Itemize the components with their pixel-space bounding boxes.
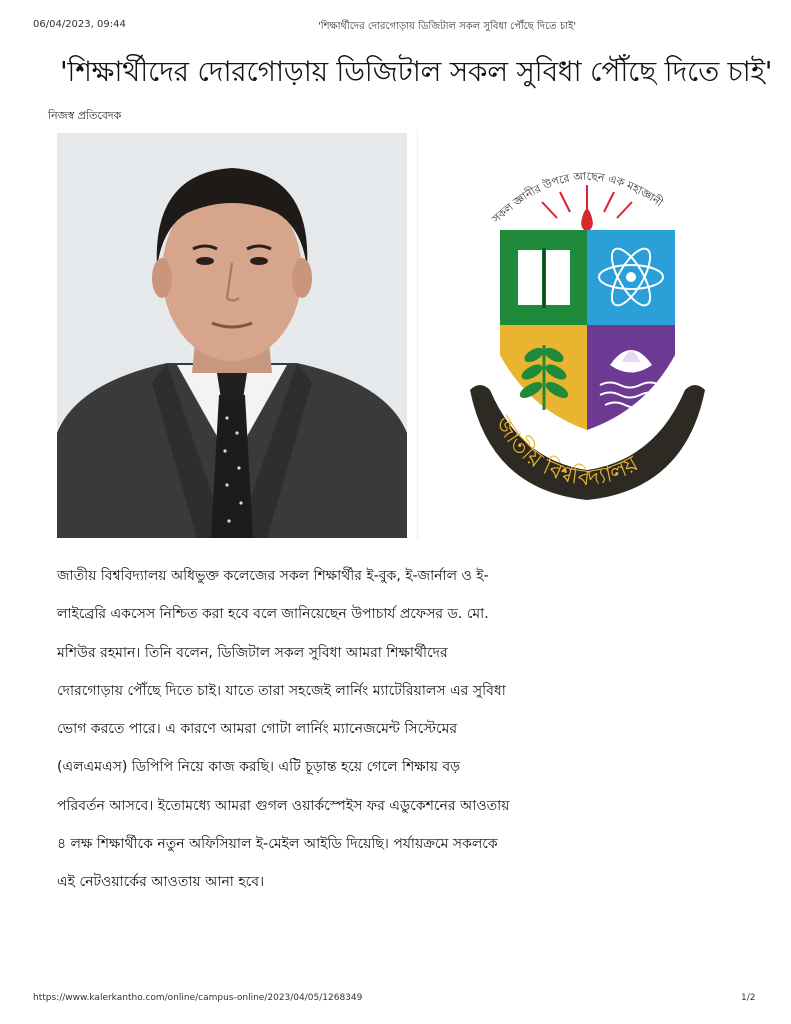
logo-arc-text: সকল জ্ঞানীর উপরে আছেন এক মহাজ্ঞানী (489, 169, 666, 226)
portrait-photo (57, 133, 407, 538)
body-line: দোরগোড়ায় পৌঁছে দিতে চাই। যাতে তারা সহজেই লার্নিং ম্যাটেরিয়ালস এর সুবিধা (57, 682, 506, 699)
body-line: জাতীয় বিশ্ববিদ্যালয় অধিভুক্ত কলেজের সকল শিক্ষার্থীর ই-বুক, ই-জার্নাল ও ই- (57, 568, 489, 584)
image-divider (417, 130, 418, 540)
body-line: এই নেটওয়ার্কের আওতায় আনা হবে। (57, 874, 265, 891)
article-body (57, 566, 557, 911)
print-page-title: 'শিক্ষার্থীদের দোরগোড়ায় ডিজিটাল সকল সুবিধা পৌঁছে দিতে চাই' (318, 21, 577, 32)
article-headline: 'শিক্ষার্থীদের দোরগোড়ায় ডিজিটাল সকল সুবিধা পৌঁছে দিতে চাই' (60, 55, 773, 88)
article-byline: নিজস্ব প্রতিবেদক (48, 109, 122, 122)
body-line: ৪ লক্ষ শিক্ষার্থীকে নতুন অফিসিয়াল ই-মেইল আইডি দিয়েছি। পর্যায়ক্রমে সকলকে (57, 836, 498, 853)
body-line: (এলএমএস) ডিপিপি নিয়ে কাজ করছি। এটি চূড়ান্ত হয়ে গেলে শিক্ষায় বড় (57, 759, 461, 776)
body-line: মশিউর রহমান। তিনি বলেন, ডিজিটাল সকল সুবিধা আমরা শিক্ষার্থীদের (57, 644, 448, 661)
body-line: লাইব্রেরি একসেস নিশ্চিত করা হবে বলে জানিয়েছেন উপাচার্য প্রফেসর ড. মো. (57, 606, 489, 623)
national-university-emblem (460, 140, 715, 515)
body-line: ভোগ করতে পারে। এ কারণে আমরা গোটা লার্নিং ম্যানেজমেন্ট সিস্টেমের (57, 721, 458, 738)
print-date: 06/04/2023, 09:44 (33, 19, 126, 30)
university-logo (460, 140, 715, 515)
body-line: পরিবর্তন আসবে। ইতোমধ্যে আমরা গুগল ওয়ার্কস্পেইস ফর এডুকেশনের আওতায় (57, 797, 510, 814)
logo-banner-text: জাতীয় বিশ্ববিদ্যালয় (489, 412, 643, 492)
page-number: 1/2 (741, 993, 756, 1003)
source-url-link[interactable]: https://www.kalerkantho.com/online/campus-online/2023/04/05/1268349 (33, 993, 363, 1003)
portrait-illustration (57, 133, 407, 538)
